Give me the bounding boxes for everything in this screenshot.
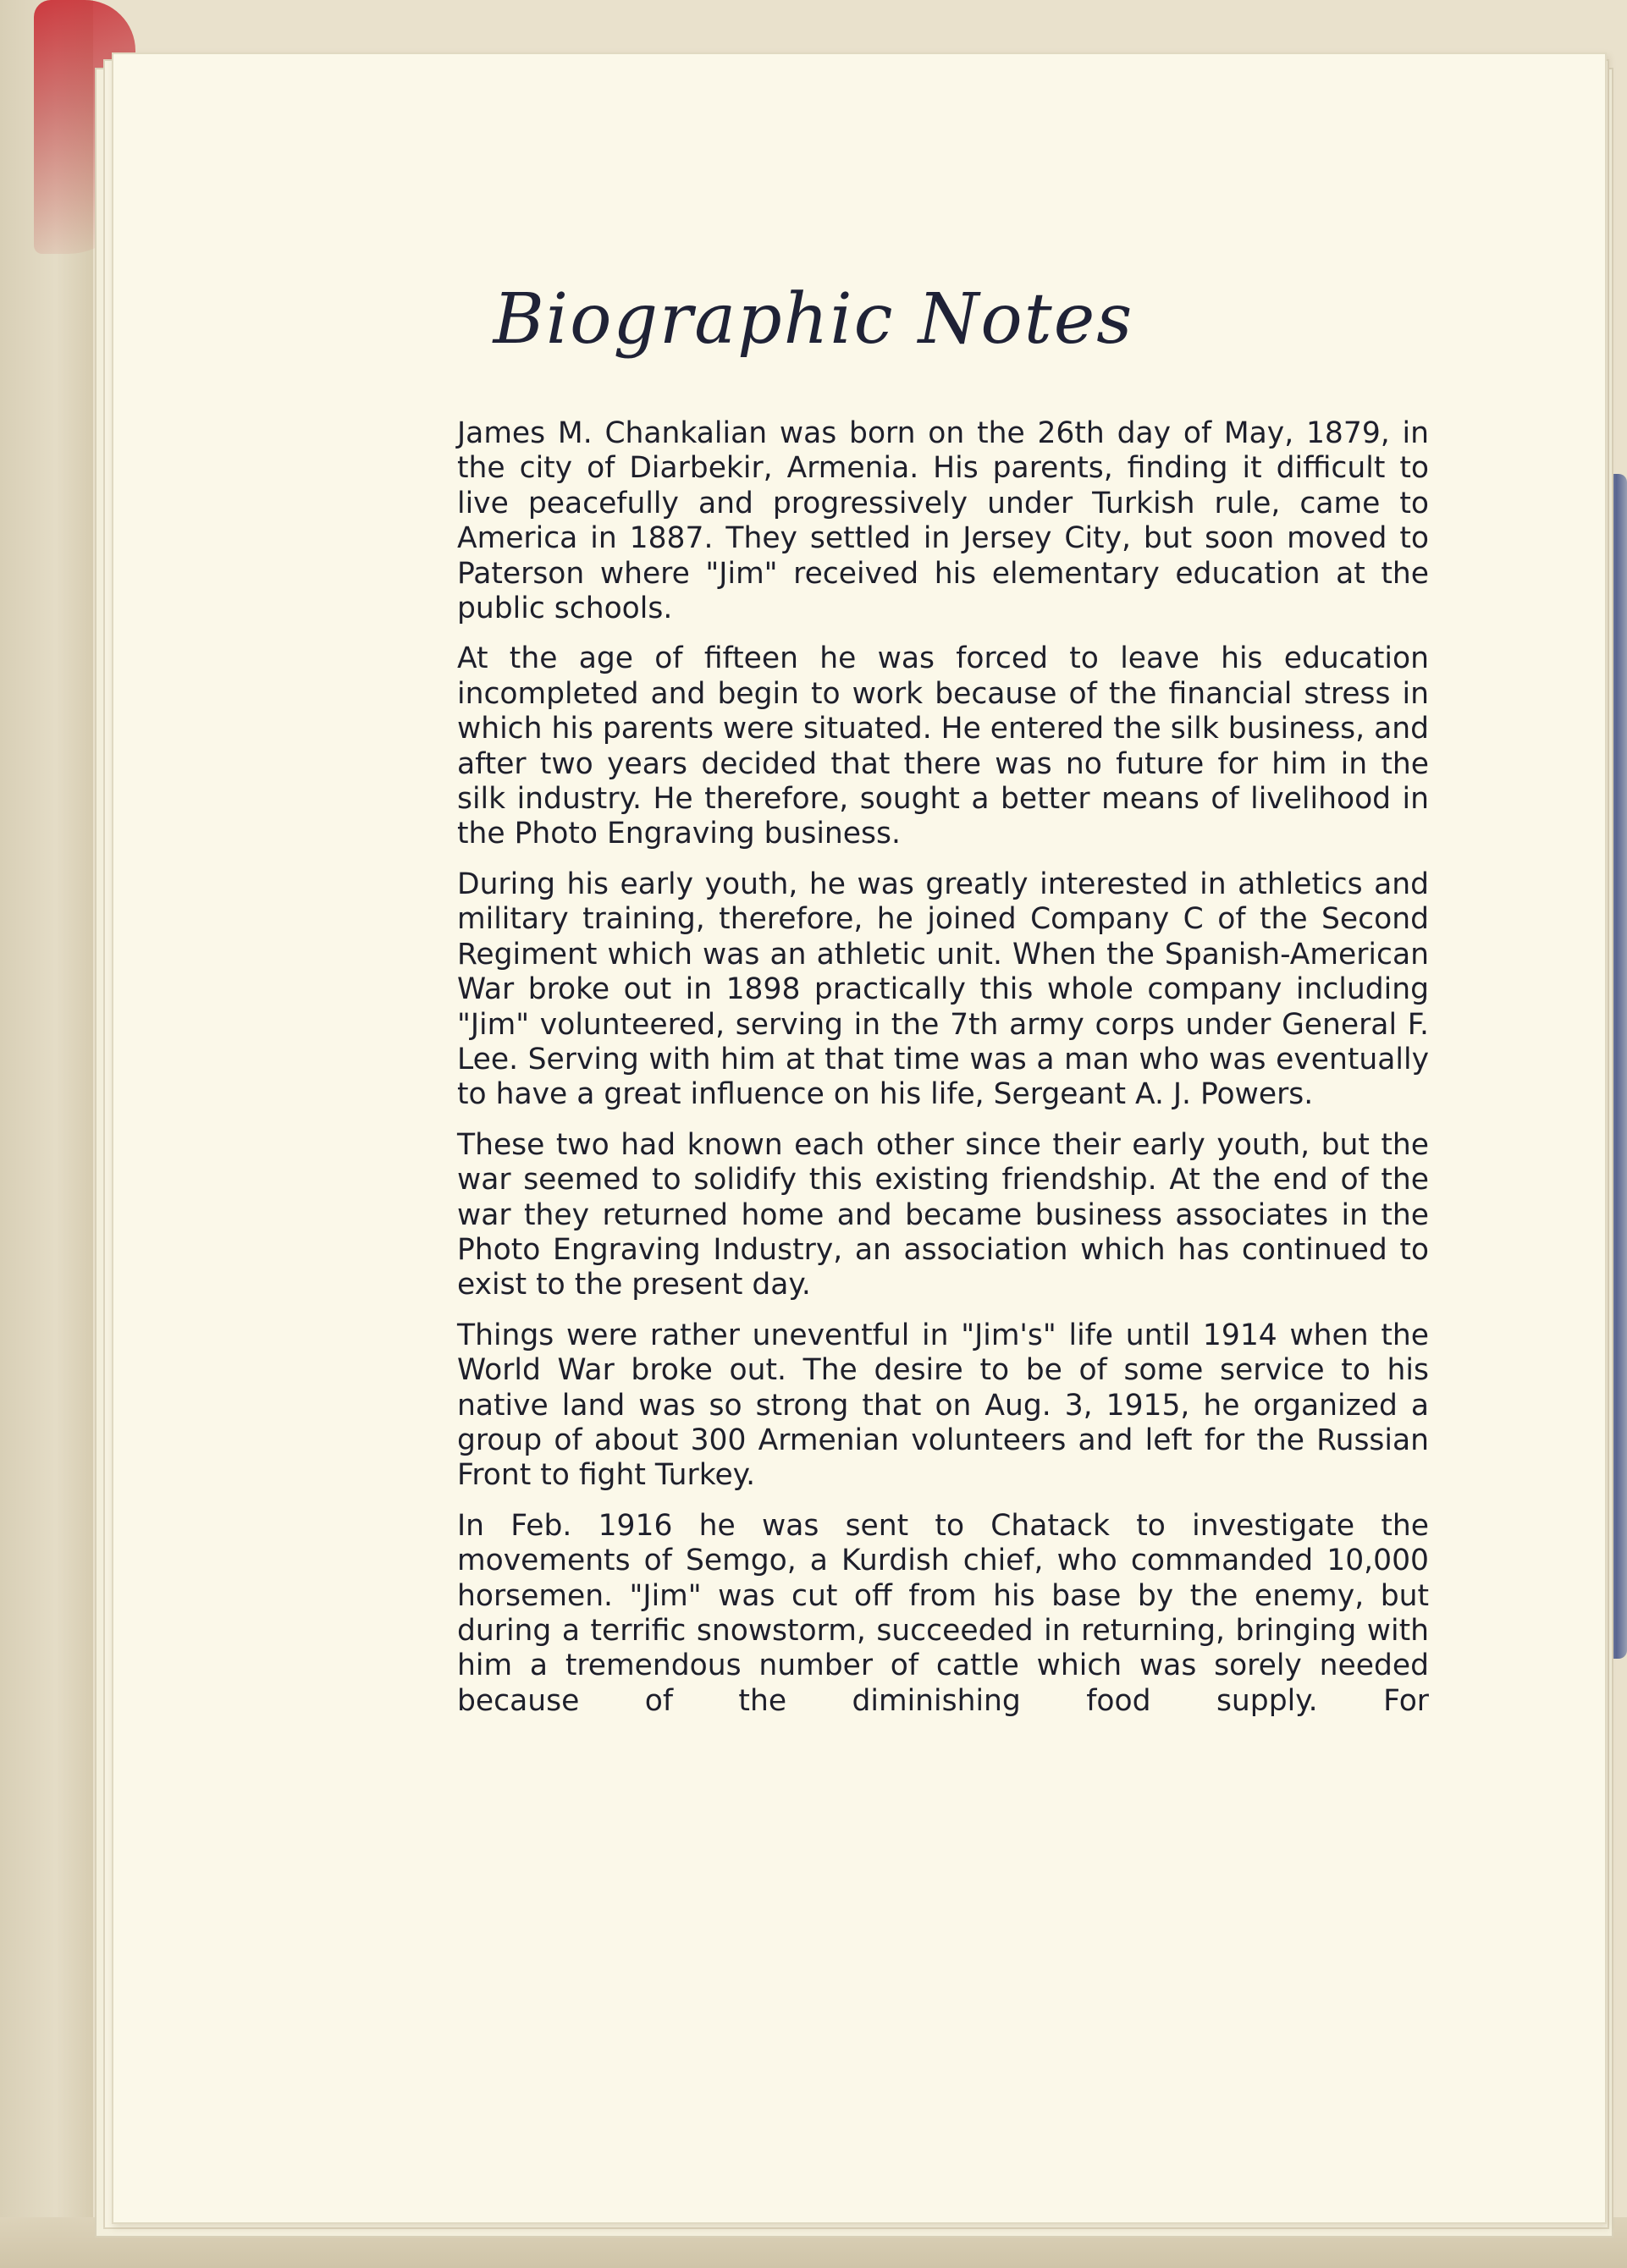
paragraph: In Feb. 1916 he was sent to Chatack to investigate the movements of Semgo, a Kurdish chief, who commanded 10,000 horsemen. "Jim" was cut off from his base by the enemy, but during a terrific snowstorm, succeeded in returning, bringing with him a tremendous number of cattle which was sorely needed because of the diminishing food supply. For bbox=[457, 1508, 1429, 1718]
paragraph: These two had known each other since their early youth, but the war seemed to solidify this existing friendship. At the end of the war they returned home and became business associates in the Photo Engraving Industry, an association which has continued to exist to the present day. bbox=[457, 1127, 1429, 1302]
paragraph: Things were rather uneventful in "Jim's" life until 1914 when the World War broke out. The desire to be of some service to his native land was so strong that on Aug. 3, 1915, he organized a group of about 300 Armenian volunteers and left for the Russian Front to fight Turkey. bbox=[457, 1318, 1429, 1493]
paragraph: At the age of fifteen he was forced to leave his education incompleted and begin to work because of the financial stress in which his parents were situated. He entered the silk business, and after two years decided that there was no future for him in the silk industry. He therefore, sought a better means of livelihood in the Photo Engraving business. bbox=[457, 641, 1430, 851]
paragraph: James M. Chankalian was born on the 26th day of May, 1879, in the city of Diarbekir, Armenia. His parents, finding it difficult to live peacefully and progressively under Turkish rule, came to America in 1887. They settled in Jersey City, but soon moved to Paterson where "Jim" received his elementary education at the public schools. bbox=[457, 416, 1429, 626]
page-title: Biographic Notes bbox=[493, 279, 1134, 360]
biography-text bbox=[457, 416, 1429, 1734]
paragraph: During his early youth, he was greatly interested in athletics and military training, therefore, he joined Company C of the Second Regiment which was an athletic unit. When the Spanish-American War broke out in 1898 practically this whole company including "Jim" volunteered, serving in the 7th army corps under General F. Lee. Serving with him at that time was a man who was eventually to have a great influence on his life, Sergeant A. J. Powers. bbox=[457, 867, 1429, 1112]
